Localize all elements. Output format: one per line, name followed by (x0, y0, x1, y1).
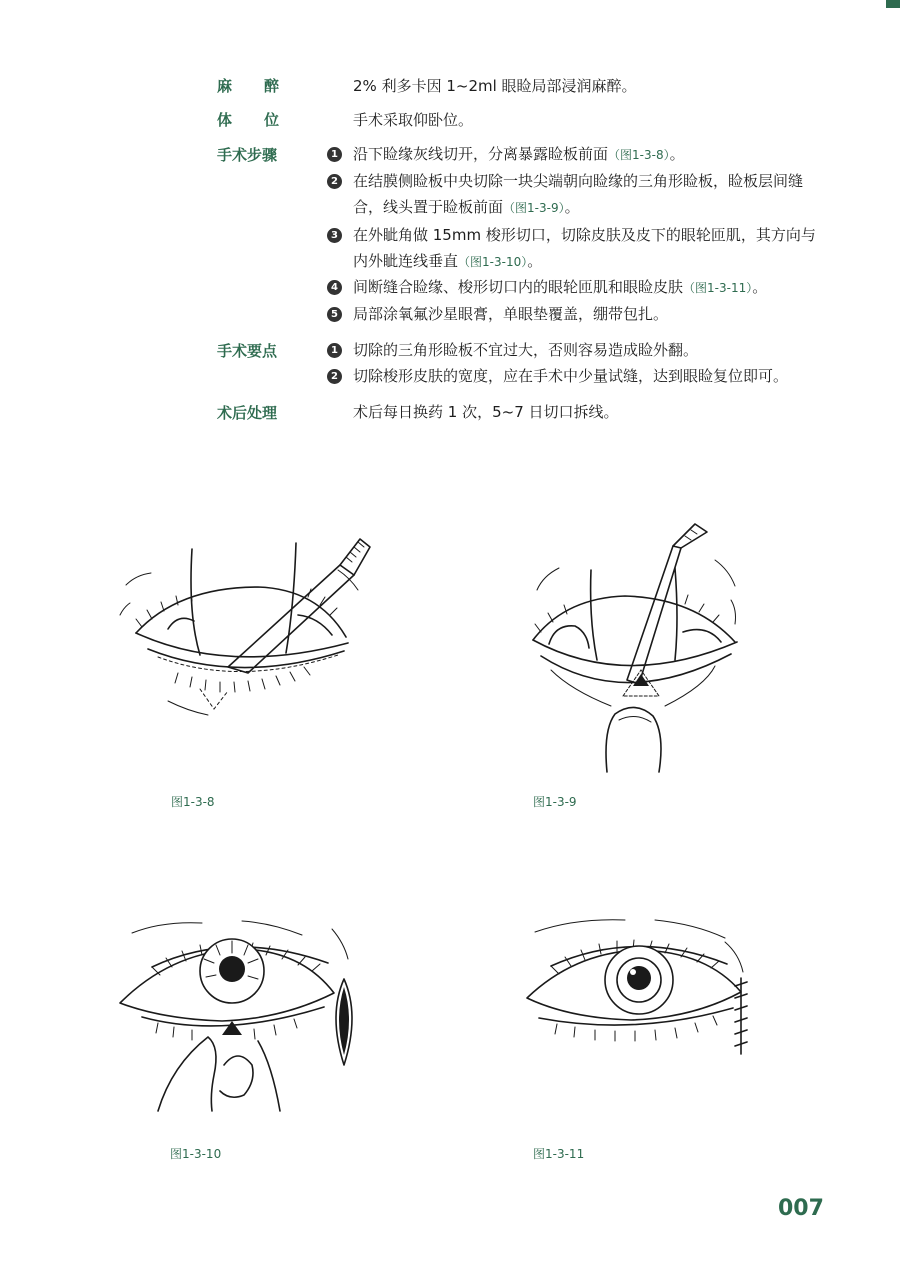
key-point-2-number: 2 (327, 369, 342, 384)
step-4-number: 4 (327, 280, 342, 295)
key-point-1-text: 切除的三角形睑板不宜过大，否则容易造成睑外翻。 (353, 341, 699, 359)
figure-reference: （图1-3-11） (683, 281, 753, 295)
step-5-text: 局部涂氧氟沙星眼膏，单眼垫覆盖，绷带包扎。 (353, 305, 669, 323)
postop-label: 术后处理 (217, 404, 278, 422)
anesthesia-text: 2% 利多卡因 1~2ml 眼睑局部浸润麻醉。 (353, 77, 637, 95)
figure-1-3-11-caption: 图1-3-11 (533, 1147, 585, 1161)
figure-1-3-10-caption: 图1-3-10 (170, 1147, 222, 1161)
step-2-text: 在结膜侧睑板中央切除一块尖端朝向睑缘的三角形睑板，睑板层间缝合，线头置于睑板前面（图1-3-9）。 (353, 172, 804, 216)
steps-label: 手术步骤 (217, 146, 278, 164)
figure-reference: （图1-3-10） (458, 255, 528, 269)
key-points-label: 手术要点 (217, 342, 278, 360)
figure-1-3-10-illustration (112, 915, 362, 1120)
step-3-number: 3 (327, 228, 342, 243)
figure-reference: （图1-3-9） (503, 201, 565, 215)
page-number: 007 (778, 1196, 824, 1221)
postop-text: 术后每日换药 1 次，5~7 日切口拆线。 (353, 403, 619, 421)
figure-reference: （图1-3-8） (608, 148, 670, 162)
step-3-text: 在外眦角做 15mm 梭形切口，切除皮肤及皮下的眼轮匝肌，其方向与内外眦连线垂直（图1-3-10）。 (353, 226, 816, 270)
figure-1-3-11-illustration (515, 912, 760, 1062)
anesthesia-label: 麻 醉 (217, 77, 279, 95)
position-text: 手术采取仰卧位。 (353, 111, 474, 129)
figure-1-3-9-caption: 图1-3-9 (533, 795, 577, 809)
step-4-text: 间断缝合睑缘、梭形切口内的眼轮匝肌和眼睑皮肤（图1-3-11）。 (353, 278, 768, 296)
corner-mark (886, 0, 900, 8)
figure-1-3-8-illustration (108, 525, 378, 725)
step-5-number: 5 (327, 307, 342, 322)
key-point-2-text: 切除梭形皮肤的宽度，应在手术中少量试缝，达到眼睑复位即可。 (353, 367, 789, 385)
key-point-1-number: 1 (327, 343, 342, 358)
step-2-number: 2 (327, 174, 342, 189)
step-1-number: 1 (327, 147, 342, 162)
position-label: 体 位 (217, 111, 279, 129)
figure-1-3-9-illustration (515, 520, 750, 775)
figure-1-3-8-caption: 图1-3-8 (171, 795, 215, 809)
step-1-text: 沿下睑缘灰线切开，分离暴露睑板前面（图1-3-8）。 (353, 145, 685, 163)
